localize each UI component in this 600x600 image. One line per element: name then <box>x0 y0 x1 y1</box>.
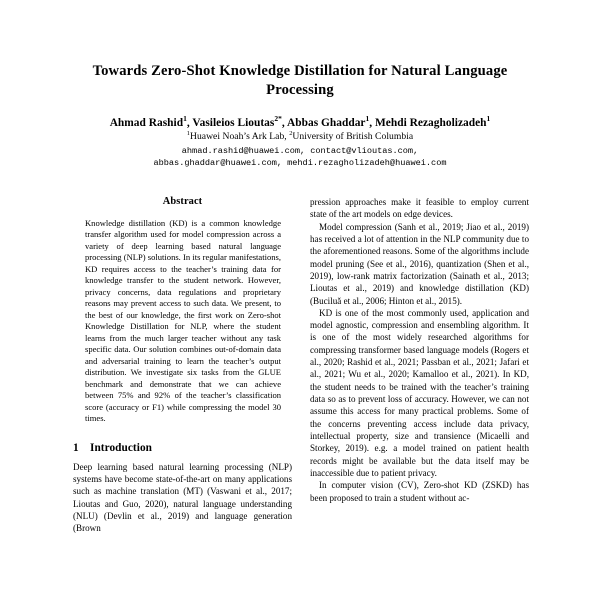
section-number: 1 <box>73 441 79 454</box>
page-title: Towards Zero-Shot Knowledge Distillation for Natural Language Processing <box>92 63 508 99</box>
introduction-paragraph-1: Deep learning based natural learning processing (NLP) systems have become state-of-the-art on many applications such as machine translation (MT) (Vaswani et al., 2017; Lioutas and Guo, 2020), natural language understanding (NLU) (Devlin et al., 2019) and language generation (Brown <box>73 461 292 534</box>
author-emails <box>72 145 528 169</box>
email-line-1: ahmad.rashid@huawei.com, contact@vlioutas.com, <box>181 145 419 156</box>
section-heading-introduction <box>73 442 292 454</box>
left-column <box>73 196 292 600</box>
title-block <box>72 62 528 169</box>
right-paragraph-2: Model compression (Sanh et al., 2019; Jiao et al., 2019) has received a lot of attention in the NLP community due to the aforementioned reasons. Some of the algorithms include model pruning (See et al., 2016), quantization (Shen et al., 2019), low-rank matrix factorization (Sainath et al., 2013; Lioutas et al., 2019) and knowledge distillation (KD) (Buciluǎ et al., 2006; Hinton et al., 2015). <box>310 221 529 306</box>
right-column <box>310 196 529 600</box>
abstract-body <box>85 218 281 425</box>
right-paragraph-3: KD is one of the most commonly used, application and model agnostic, compression and ensembling algorithm. It is one of the most widely researched algorithms for compressing transformer based language models (Rogers et al., 2020; Rashid et al., 2021; Passban et al., 2021; Jafari et al., 2021; Wu et al., 2020; Kamalloo et al., 2021). In KD, the student needs to be trained with the teacher’s training data so as to prevent loss of accuracy. However, we can not assume this access for many practical problems. Some of the concerns preventing access include data privacy, intellectual property, size and transience (Micaelli and Storkey, 2019). e.g. a model trained on patient health records might be available but the data itself may be inaccessible due to patient privacy. <box>310 307 529 478</box>
email-line-2: abbas.ghaddar@huawei.com, mehdi.rezagholizadeh@huawei.com <box>153 157 447 168</box>
section-title: Introduction <box>90 441 152 454</box>
right-paragraph-4: In computer vision (CV), Zero-shot KD (ZSKD) has been proposed to train a student without ac- <box>310 480 529 503</box>
right-paragraph-continued: pression approaches make it feasible to employ current state of the art models on edge devices. <box>310 197 529 220</box>
body-columns <box>0 196 600 600</box>
affiliation-list: $^1$Huawei Noah’s Ark Lab, $^2$University of British Columbia <box>186 129 414 142</box>
abstract-heading: Abstract <box>162 196 203 207</box>
author-list: Ahmad Rashid$^1$, Vasileios Lioutas$^{2*}$, Abbas Ghaddar$^1$, Mehdi Rezagholizadeh$^1$ <box>109 113 491 129</box>
abstract-paragraph: Knowledge distillation (KD) is a common knowledge transfer algorithm used for model compression across a variety of deep learning based natural language processing (NLP) solutions. In its regular manifestations, KD requires access to the teacher’s training data for knowledge transfer to the student network. However, privacy concerns, data regulations and proprietary reasons may prevent access to such data. We present, to the best of our knowledge, the first work on Zero-shot Knowledge Distillation for NLP, where the student learns from the much larger teacher without any task specific data. Our solution combines out-of-domain data and adversarial training to learn the teacher’s output distribution. We investigate six tasks from the GLUE benchmark and demonstrate that we can achieve between 75% and 92% of the teacher’s classification score (accuracy or F1) while compressing the model 30 times. <box>85 218 281 424</box>
